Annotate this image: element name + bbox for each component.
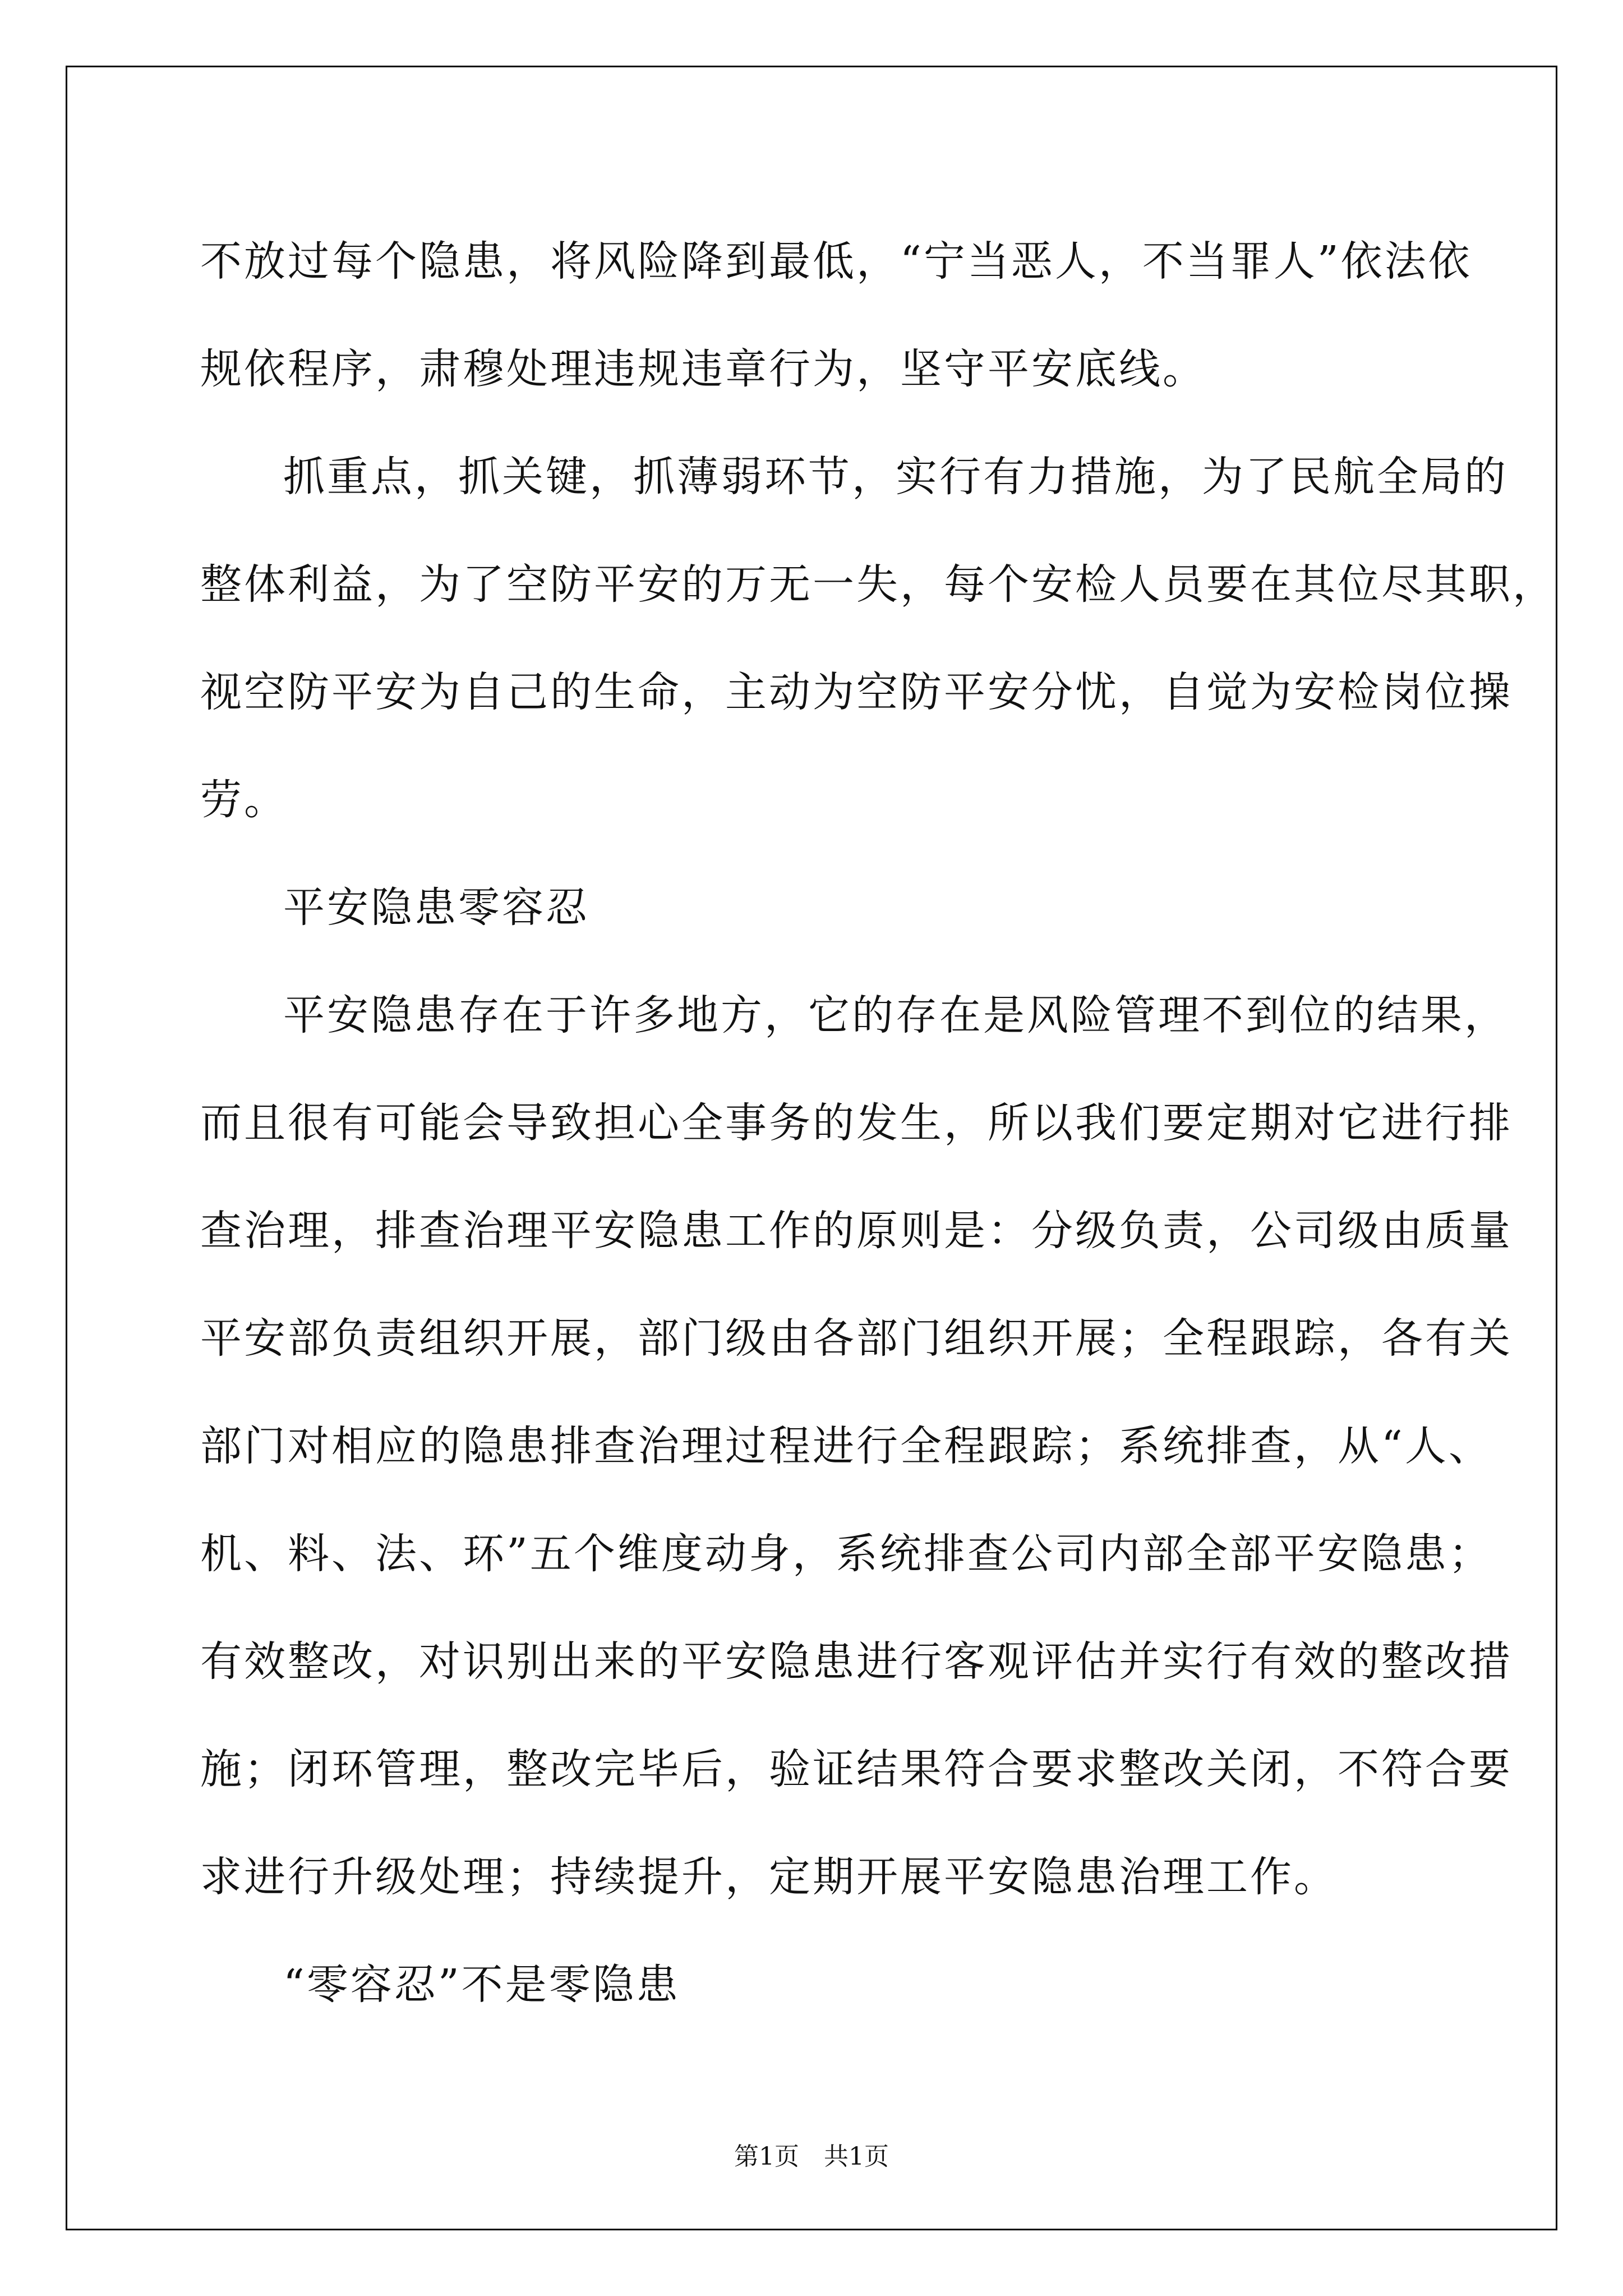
text-line: 查治理，排查治理平安隐患工作的原则是：分级负责，公司级由质量 — [200, 1207, 1513, 1255]
text-line: 不放过每个隐患，将风险降到最低，“宁当恶人，不当罪人”依法依 — [200, 237, 1472, 286]
text-line: 而且很有可能会导致担心全事务的发生，所以我们要定期对它进行排 — [200, 1099, 1513, 1147]
section-heading: 平安隐患零容忍 — [283, 884, 589, 932]
document-body — [200, 208, 1556, 2039]
text-line: 求进行升级处理；持续提升，定期开展平安隐患治理工作。 — [200, 1853, 1338, 1901]
text-line: 施；闭环管理，整改完毕后，验证结果符合要求整改关闭，不符合要 — [200, 1745, 1513, 1793]
text-line: 平安隐患存在于许多地方，它的存在是风险管理不到位的结果， — [283, 991, 1508, 1039]
text-line: 抓重点，抓关键，抓薄弱环节，实行有力措施，为了民航全局的 — [283, 453, 1508, 501]
text-line: 劳。 — [200, 776, 288, 824]
text-line: 视空防平安为自己的生命，主动为空防平安分忧，自觉为安检岗位操 — [200, 668, 1513, 716]
section-heading: “零容忍”不是零隐患 — [283, 1961, 680, 2009]
page-number: 第1页 — [734, 2142, 799, 2171]
text-line: 部门对相应的隐患排查治理过程进行全程跟踪；系统排查，从“人、 — [200, 1422, 1492, 1470]
text-line: 有效整改，对识别出来的平安隐患进行客观评估并实行有效的整改措 — [200, 1637, 1513, 1686]
text-line: 平安部负责组织开展，部门级由各部门组织开展；全程跟踪，各有关 — [200, 1314, 1513, 1363]
page-total: 共1页 — [824, 2142, 889, 2171]
text-line: 机、料、法、环”五个维度动身，系统排查公司内部全部平安隐患； — [200, 1530, 1492, 1578]
page-footer — [0, 2140, 1623, 2174]
text-line: 规依程序，肃穆处理违规违章行为，坚守平安底线。 — [200, 345, 1206, 393]
text-line: 整体利益，为了空防平安的万无一失，每个安检人员要在其位尽其职， — [200, 560, 1556, 609]
